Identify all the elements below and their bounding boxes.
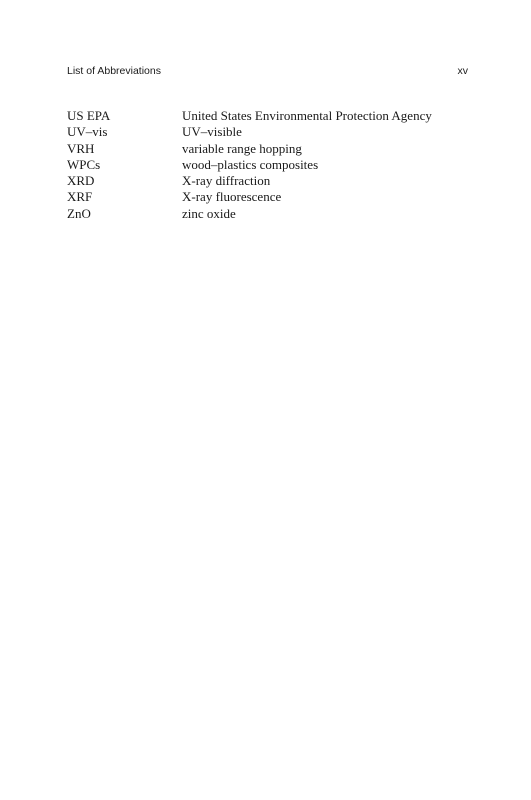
abbreviation-entry xyxy=(67,189,468,205)
abbreviation-term: XRF xyxy=(67,189,93,205)
abbreviation-entry xyxy=(67,173,468,189)
abbreviation-definition: X-ray fluorescence xyxy=(182,189,282,205)
abbreviation-list xyxy=(67,108,468,222)
abbreviation-definition: variable range hopping xyxy=(182,140,302,156)
abbreviation-definition: zinc oxide xyxy=(182,205,236,221)
running-header xyxy=(67,65,468,79)
abbreviation-definition: X-ray diffraction xyxy=(182,173,271,189)
abbreviation-entry xyxy=(67,141,468,157)
abbreviation-definition: wood–plastics composites xyxy=(182,156,319,172)
abbreviation-term: US EPA xyxy=(67,108,111,123)
abbreviation-definition: United States Environmental Protection Agency xyxy=(182,108,432,123)
abbreviation-entry xyxy=(67,124,468,140)
abbreviation-term: ZnO xyxy=(67,205,91,221)
abbreviation-term: VRH xyxy=(67,140,95,156)
abbreviation-entry xyxy=(67,108,468,124)
running-header-title: List of Abbreviations xyxy=(67,65,161,77)
page-number: xv xyxy=(457,65,468,77)
abbreviation-term: UV–vis xyxy=(67,124,108,140)
abbreviation-term: WPCs xyxy=(67,156,101,172)
abbreviation-term: XRD xyxy=(67,173,95,189)
abbreviation-definition: UV–visible xyxy=(182,124,242,140)
abbreviation-entry xyxy=(67,157,468,173)
abbreviation-entry xyxy=(67,206,468,222)
